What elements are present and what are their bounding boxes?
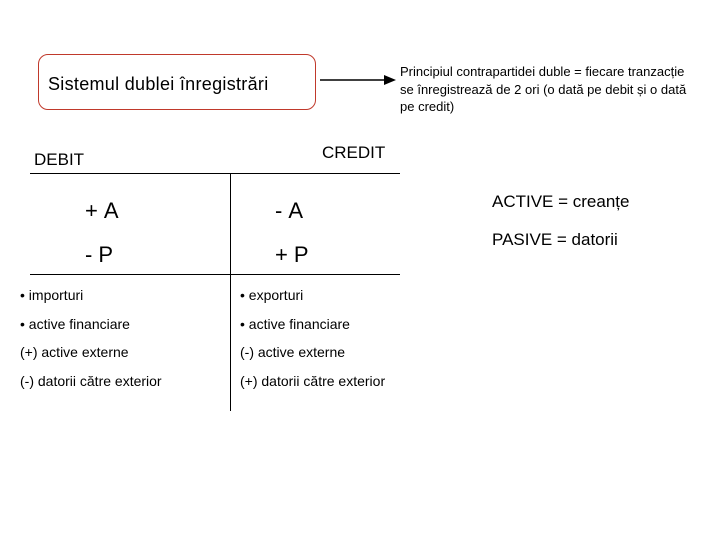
credit-symbol-plus-p: +P <box>275 242 315 267</box>
diagram-title: Sistemul dublei înregistrări <box>48 74 269 94</box>
credit-item: (+) datorii către exterior <box>240 373 386 389</box>
credit-item: (-) active externe <box>240 344 346 360</box>
debit-symbol-plus-a: +A <box>85 198 125 223</box>
credit-item: • active financiare <box>240 316 350 332</box>
debit-item: (+) active externe <box>20 344 129 360</box>
t-account-divider <box>230 173 231 411</box>
definition-passive: PASIVE = datorii <box>492 230 618 249</box>
principle-text: Principiul contrapartidei duble = fiecare tranzacție se înregistrează de 2 ori (o dată pe debit și o dată pe credit) <box>400 64 687 114</box>
credit-item: • exporturi <box>240 287 304 303</box>
debit-symbol-minus-p: -P <box>85 242 119 267</box>
definition-active: ACTIVE = creanțe <box>492 192 630 211</box>
debit-item: • active financiare <box>20 316 130 332</box>
debit-item: (-) datorii către exterior <box>20 373 162 389</box>
arrow-right-icon <box>318 72 398 88</box>
debit-item: • importuri <box>20 287 84 303</box>
t-account-top-line <box>30 173 400 174</box>
t-account-mid-line <box>30 274 400 275</box>
credit-label: CREDIT <box>322 143 386 162</box>
debit-label: DEBIT <box>34 150 85 169</box>
credit-symbol-minus-a: -A <box>275 198 309 223</box>
